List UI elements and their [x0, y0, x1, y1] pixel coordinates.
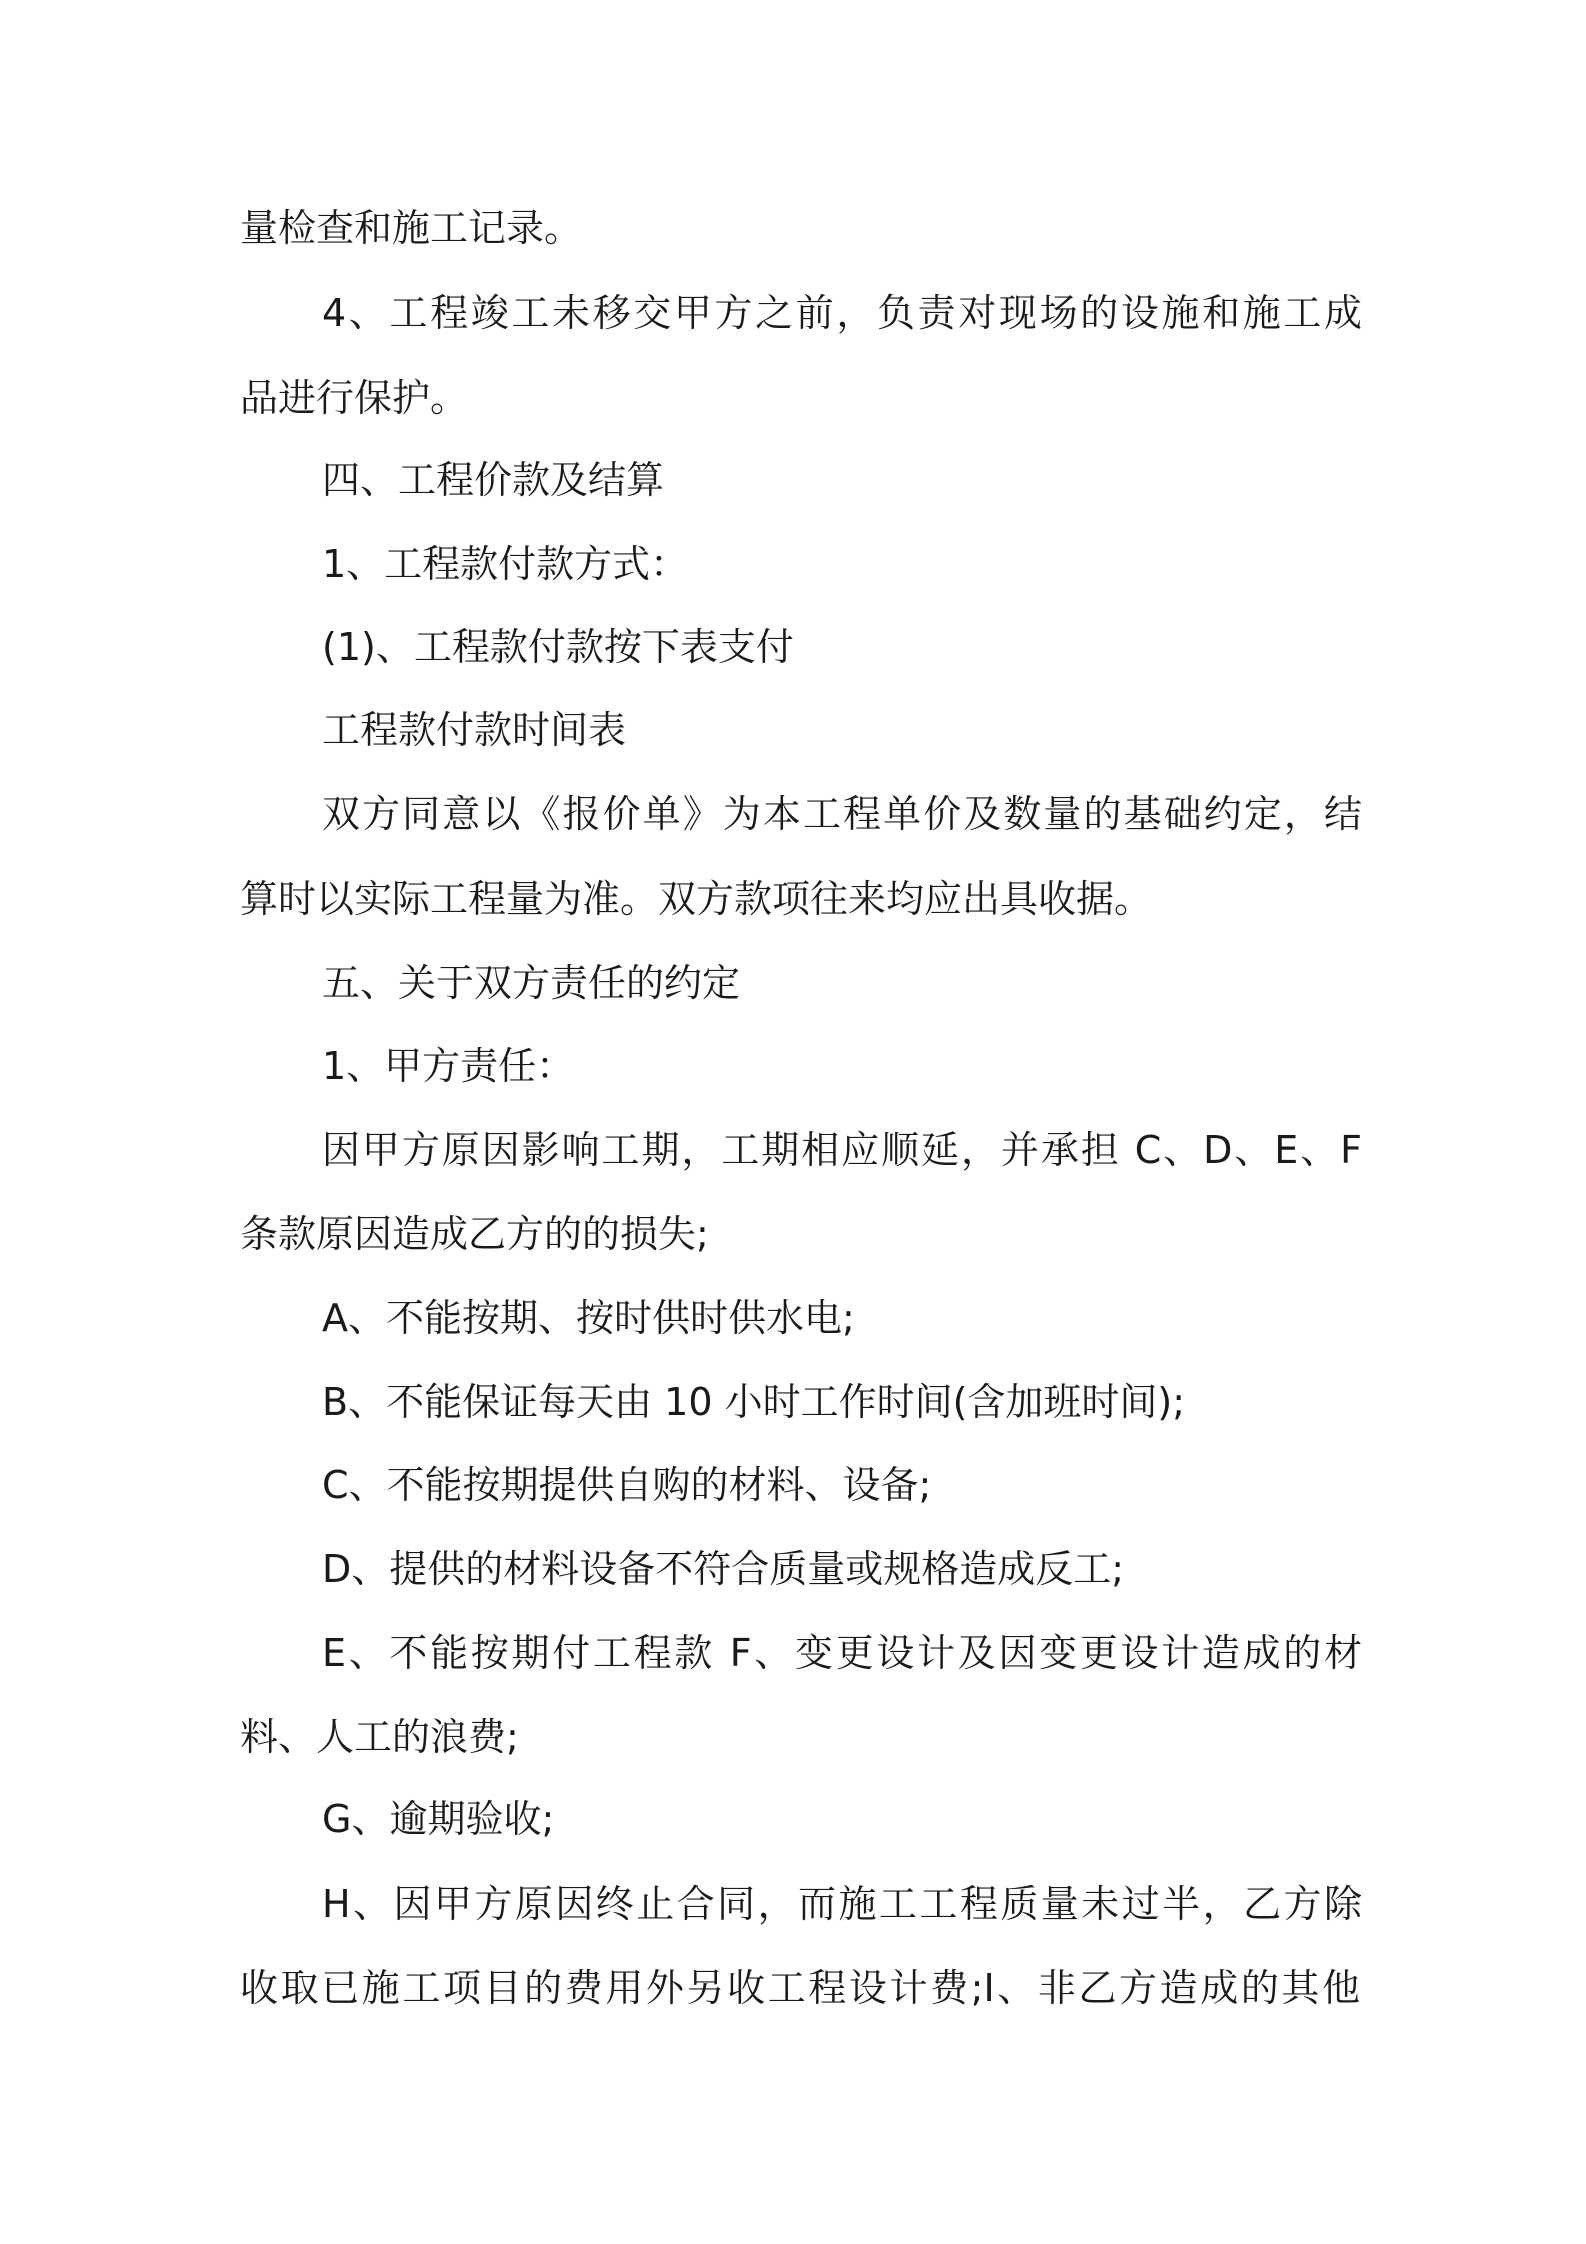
list-item-e-f: E、不能按期付工程款 F、变更设计及因变更设计造成的材: [322, 1631, 1362, 1675]
text-line-3: 品进行保护。: [240, 376, 469, 420]
list-item-a: A、不能按期、按时供时供水电;: [322, 1296, 855, 1340]
list-item-c: C、不能按期提供自购的材料、设备;: [322, 1463, 932, 1507]
text-line-9: 算时以实际工程量为准。双方款项往来均应出具收据。: [240, 877, 1153, 921]
list-item-h: H、因甲方原因终止合同，而施工工程质量未过半，乙方除: [322, 1882, 1362, 1926]
text-line-22: 收取已施工项目的费用外另收工程设计费;I、非乙方造成的其他: [240, 1966, 1360, 2010]
text-line-2: 4、工程竣工未移交甲方之前，负责对现场的设施和施工成: [322, 291, 1362, 335]
text-line-19: 料、人工的浪费;: [240, 1715, 519, 1759]
list-item-b: B、不能保证每天由 10 小时工作时间(含加班时间);: [322, 1380, 1186, 1424]
text-line-1: 量检查和施工记录。: [240, 206, 583, 250]
text-line-13: 条款原因造成乙方的的损失;: [240, 1212, 709, 1256]
section-heading-4: 四、工程价款及结算: [322, 458, 665, 502]
list-item-d: D、提供的材料设备不符合质量或规格造成反工;: [322, 1547, 1125, 1591]
text-line-5: 1、工程款付款方式：: [322, 542, 689, 586]
section-heading-5: 五、关于双方责任的约定: [322, 961, 741, 1005]
text-line-8: 双方同意以《报价单》为本工程单价及数量的基础约定，结: [322, 792, 1362, 836]
text-line-12: 因甲方原因影响工期，工期相应顺延，并承担 C、D、E、F: [322, 1128, 1362, 1172]
text-line-6: (1)、工程款付款按下表支付: [322, 625, 794, 669]
list-item-g: G、逾期验收;: [322, 1797, 555, 1841]
text-line-11: 1、甲方责任：: [322, 1044, 575, 1088]
table-caption: 工程款付款时间表: [322, 708, 627, 752]
